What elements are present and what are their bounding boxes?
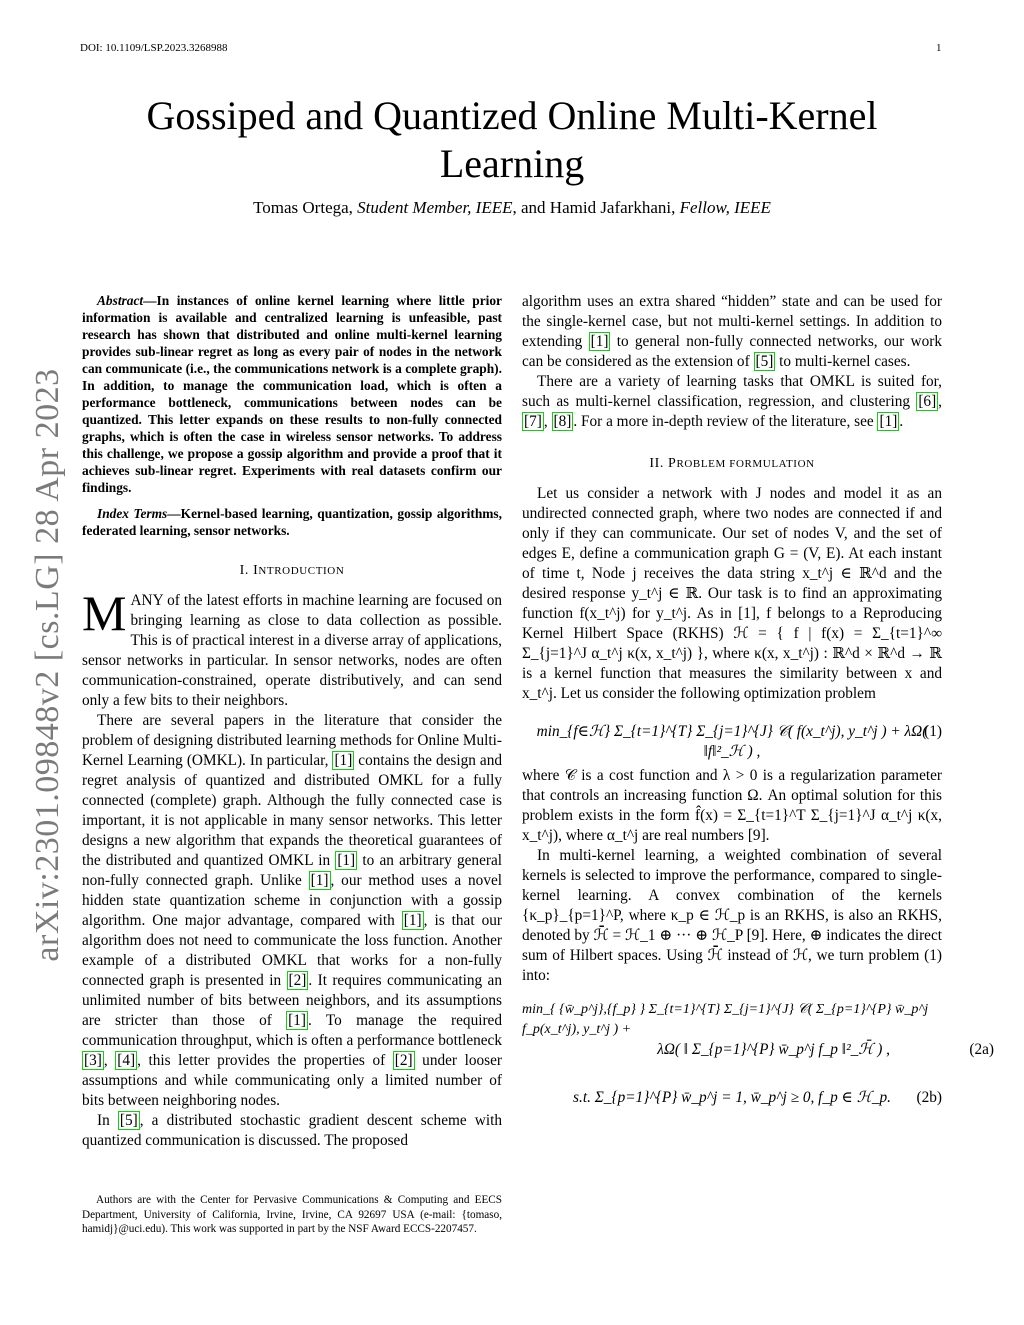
equation-2b: s.t. Σ_{p=1}^{P} w̄_p^j = 1, w̄_p^j ≥ 0, f_p ∈ ℋ_p. (2b) — [573, 1089, 942, 1106]
arxiv-watermark-text: arXiv:2301.09848v2 [cs.LG] 28 Apr 2023 — [29, 368, 66, 962]
author-name-2: , and Hamid Jafarkhani, — [512, 198, 680, 217]
intro-paragraph-3: In [5] , a distributed stochastic gradient descent scheme with quantized communication is discussed. The proposed — [82, 1112, 502, 1149]
right-column — [522, 292, 994, 1124]
index-terms-text: —Kernel-based learning, quantization, gossip algorithms, federated learning, sensor networks. — [82, 506, 502, 538]
citation-link[interactable]: [4] — [117, 1052, 136, 1069]
equation-1-body: min_{f∈ℋ} Σ_{t=1}^{T} Σ_{j=1}^{J} 𝒞( f(x_t^j), y_t^j ) + λΩ( ‖f‖²_ℋ ) , — [536, 723, 928, 760]
arxiv-watermark — [8, 360, 88, 970]
citation-link[interactable]: [1] — [337, 852, 356, 869]
abstract-text: —In instances of online kernel learning where little prior information is available and centralized learning is unfeasible, past research has shown that distributed and online multi-kernel learning provides sub-linear regret as long as every pair of nodes in the network can communicate (i.e., the communications network is a complete graph). In addition, to manage the communication load, which is often a performance bottleneck, communications between nodes can be quantized. This letter expands on these results to non-fully connected graphs, which is often the case in wireless sensor networks. To address this challenge, we propose a gossip algorithm and provide a proof that it achieves sub-linear regret. Experiments with real datasets confirm our findings. — [82, 293, 502, 495]
problem-paragraph-3: In multi-kernel learning, a weighted combination of several kernels is selected to improve the performance, compared to single-kernel learning. A convex combination of the kernels {κ_p}_{p=1}^P, where κ_p ∈ ℋ_p is an RKHS, is also an RKHS, denoted by ℋ̄ = ℋ_1 ⊕ ··· ⊕ ℋ_P [9]. Here, ⊕ indicates the direct sum of Hilbert spaces. Using ℋ̄ instead of ℋ, we turn problem (1) into: — [522, 847, 942, 984]
intro-paragraph-2: There are several papers in the literature that consider the problem of designing distributed learning methods for Online Multi-Kernel Learning (OMKL). In particular, [1] contains the design and regret analysis of quantized and distributed OMKL for a fully connected (complete) graph. Although the fully connected case is important, it is not applicable in many sensor networks. This letter designs a new algorithm that expands the theoretical guarantees of the distributed and quantized OMKL in [1] to an arbitrary general non-fully connected graph. Unlike [1] , our method uses a novel hidden state quantization scheme in conjunction with a gossip algorithm. One major advantage, compared with [1] , is that our algorithm does not need to communicate the loss function. Another example of a distributed OMKL that works for a non-fully connected graph is presented in [2] . It requires communicating an unlimited number of bits between neighbors, and its assumptions are stricter than those of [1] . To manage the required communication throughput, which is often a performance bottleneck [3] , [4] , this letter provides the properties of [2] under looser assumptions and while communicating only a limited number of bits between neighboring nodes. — [82, 712, 503, 1109]
citation-link[interactable]: [1] — [288, 1012, 306, 1029]
doi-header: DOI: 10.1109/LSP.2023.3268988 — [80, 42, 228, 54]
equation-2a-line-2: λΩ( ‖ Σ_{p=1}^{P} w̄_p^j f_p ‖²_ℋ̄ ) , (2a) — [657, 1041, 994, 1058]
index-terms-label: Index Terms — [97, 506, 168, 521]
footnote: Authors are with the Center for Pervasive Communications & Computing and EECS Department, University of California, Irvine, Irvine, CA 92697 USA (e-mail: {tomaso, hamidj}@uci.edu). This work was supported in part by the NSF Award ECCS-2207457. — [82, 1194, 502, 1235]
author-role-1: Student Member, IEEE — [357, 198, 513, 217]
equation-1 — [522, 704, 942, 766]
author-name-1: Tomas Ortega, — [253, 198, 358, 217]
citation-link[interactable]: [1] — [403, 912, 422, 929]
tasks-paragraph: There are a variety of learning tasks that OMKL is suited for, such as multi-kernel classification, regression, and clustering [6] , [7] , [8] . For a more in-depth review of the literature, see [1] . — [522, 373, 942, 430]
equation-1-number: (1) — [924, 723, 942, 740]
equation-2b-number: (2b) — [916, 1089, 942, 1106]
citation-link[interactable]: [1] — [590, 333, 609, 350]
equation-2a-line-1: min_{ {w̄_p^j},{f_p} } Σ_{t=1}^{T} Σ_{j=1}^{J} 𝒞( Σ_{p=1}^{P} w̄_p^j f_p(x_t^j), y_t^j ) + — [522, 1002, 929, 1037]
citation-link[interactable]: [7] — [524, 413, 542, 430]
index-terms — [82, 505, 502, 539]
citation-link[interactable]: [8] — [553, 413, 572, 430]
citation-link[interactable]: [1] — [879, 413, 898, 430]
citation-link[interactable]: [2] — [288, 972, 307, 989]
problem-paragraph-2: where 𝒞 is a cost function and λ > 0 is a regularization parameter that controls an increasing function Ω. An optimal solution for this problem exists in the form f̂(x) = Σ_{t=1}^T Σ_{j=1}^J α_t^j κ(x, x_t^j), where α_t^j are real numbers [9]. — [522, 767, 942, 844]
citation-link[interactable]: [5] — [119, 1112, 138, 1129]
citation-link[interactable]: [1] — [334, 752, 353, 769]
left-column — [82, 292, 502, 1151]
page-number: 1 — [936, 42, 942, 54]
author-role-2: Fellow, IEEE — [679, 198, 771, 217]
section-heading-introduction: I. INTRODUCTION — [239, 563, 345, 578]
abstract-label: Abstract — [97, 293, 144, 308]
citation-link[interactable]: [5] — [755, 353, 774, 370]
citation-link[interactable]: [1] — [310, 872, 329, 889]
author-line — [100, 198, 924, 218]
drop-cap: M — [82, 585, 127, 641]
citation-link[interactable]: [3] — [84, 1052, 102, 1069]
problem-paragraph-1: Let us consider a network with J nodes and model it as an undirected connected graph, where two nodes are connected if and only if they can communicate. Our set of nodes V, and the set of edges E, define a communication graph G = (V, E). At each instant of time t, Node j receives the data string x_t^j ∈ ℝ^d and the desired response y_t^j ∈ ℝ. Our task is to find an approximating function f(x_t^j) for y_t^j. As in [1], f belongs to a Reproducing Kernel Hilbert Space (RKHS) ℋ = { f | f(x) = Σ_{t=1}^∞ Σ_{j=1}^J α_t^j κ(x, x_t^j) }, where κ(x, x_t^j) : ℝ^d × ℝ^d → ℝ is a kernel function that measures the similarity between x and x_t^j. Let us consider the following optimization problem — [522, 485, 942, 702]
abstract — [82, 292, 502, 496]
citation-link[interactable]: [6] — [918, 393, 937, 410]
continued-paragraph: algorithm uses an extra shared “hidden” state and can be used for the single-kernel case, but not multi-kernel settings. In addition to extending [1] to general non-fully connected networks, our work can be considered as the extension of [5] to multi-kernel cases. — [522, 293, 942, 370]
section-heading-problem-formulation: II. PROBLEM FORMULATION — [649, 456, 815, 471]
equation-2a-number: (2a) — [969, 1041, 994, 1058]
citation-link[interactable]: [2] — [394, 1052, 413, 1069]
paper-title: Gossiped and Quantized Online Multi-Kernel Learning — [146, 93, 878, 186]
intro-paragraph-1: MANY of the latest efforts in machine learning are focused on bringing learning as close to data collection as possible. This is of practical interest in a diverse array of applications, sensor networks in particular. In sensor networks, nodes are often communication-constrained, operate distributively, and can send only a few bits to their neighbors. — [82, 585, 502, 709]
